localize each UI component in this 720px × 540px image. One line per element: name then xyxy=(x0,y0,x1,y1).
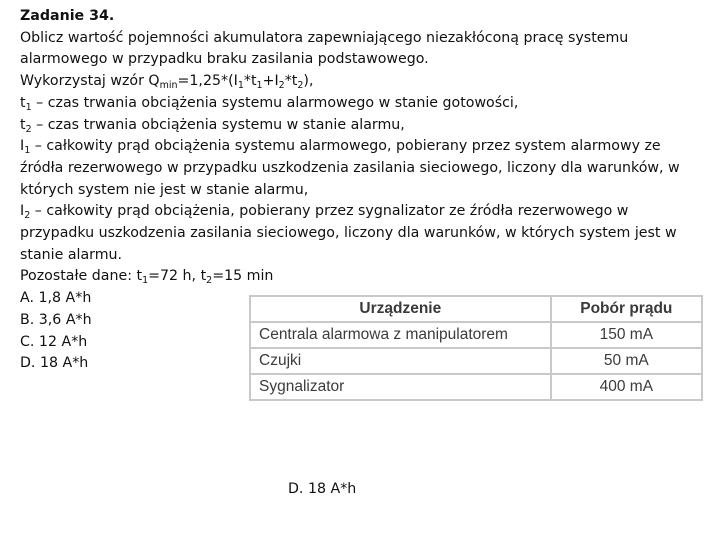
power-table xyxy=(249,295,703,401)
t2-definition: $t_2$ – czas trwania obciążenia systemu w stanie alarmu, xyxy=(20,116,405,135)
device-cell: Sygnalizator xyxy=(250,374,551,400)
current-cell: 150 mA xyxy=(551,322,702,348)
device-cell: Czujki xyxy=(250,348,551,374)
table-header-row xyxy=(250,296,702,322)
header-device: Urządzenie xyxy=(250,296,551,322)
i1-definition: $I_1$ – całkowity prąd obciążenia systemu alarmowego, pobierany przez system alarmowy ze xyxy=(20,138,661,157)
answer-option-a: A. 1,8 A*h xyxy=(20,290,92,307)
correct-answer: D. 18 A*h xyxy=(288,481,357,497)
answer-option-b: B. 3,6 A*h xyxy=(20,311,92,328)
answer-option-c: C. 12 A*h xyxy=(20,333,88,350)
table-row xyxy=(250,374,702,400)
table-row xyxy=(250,348,702,374)
header-current: Pobór prądu xyxy=(551,296,702,322)
device-cell: Centrala alarmowa z manipulatorem xyxy=(250,322,551,348)
table-row xyxy=(250,322,702,348)
i2-definition-line-3: stanie alarmu. xyxy=(20,246,123,263)
intro-line-2: alarmowego w przypadku braku zasilania podstawowego. xyxy=(20,51,429,68)
answer-option-d: D. 18 A*h xyxy=(20,355,89,372)
i1-definition-line-2: źródła rezerwowego w przypadku uszkodzenia zasilania sieciowego, liczony dla warunków, w xyxy=(20,159,680,176)
other-data: Pozostałe dane: $t_1=72$ h, $t_2=15$ min xyxy=(20,268,274,287)
formula-line: Wykorzystaj wzór $Q_{min}=1,25*(I_1*t_1+I_2*t_2)$, xyxy=(20,73,314,92)
intro-line-1: Oblicz wartość pojemności akumulatora zapewniającego niezakłóconą pracę systemu xyxy=(20,29,629,46)
current-cell: 50 mA xyxy=(551,348,702,374)
i2-definition-line-2: przypadku uszkodzenia zasilania sieciowego, liczony dla warunków, w których system jest w xyxy=(20,225,677,242)
t1-definition: $t_1$ – czas trwania obciążenia systemu alarmowego w stanie gotowości, xyxy=(20,94,519,113)
current-cell: 400 mA xyxy=(551,374,702,400)
i2-definition: $I_2$ – całkowity prąd obciążenia, pobierany przez sygnalizator ze źródła rezerwowego w xyxy=(20,203,629,222)
i1-definition-line-3: których system nie jest w stanie alarmu, xyxy=(20,181,309,198)
question-title: Zadanie 34. xyxy=(20,8,115,24)
